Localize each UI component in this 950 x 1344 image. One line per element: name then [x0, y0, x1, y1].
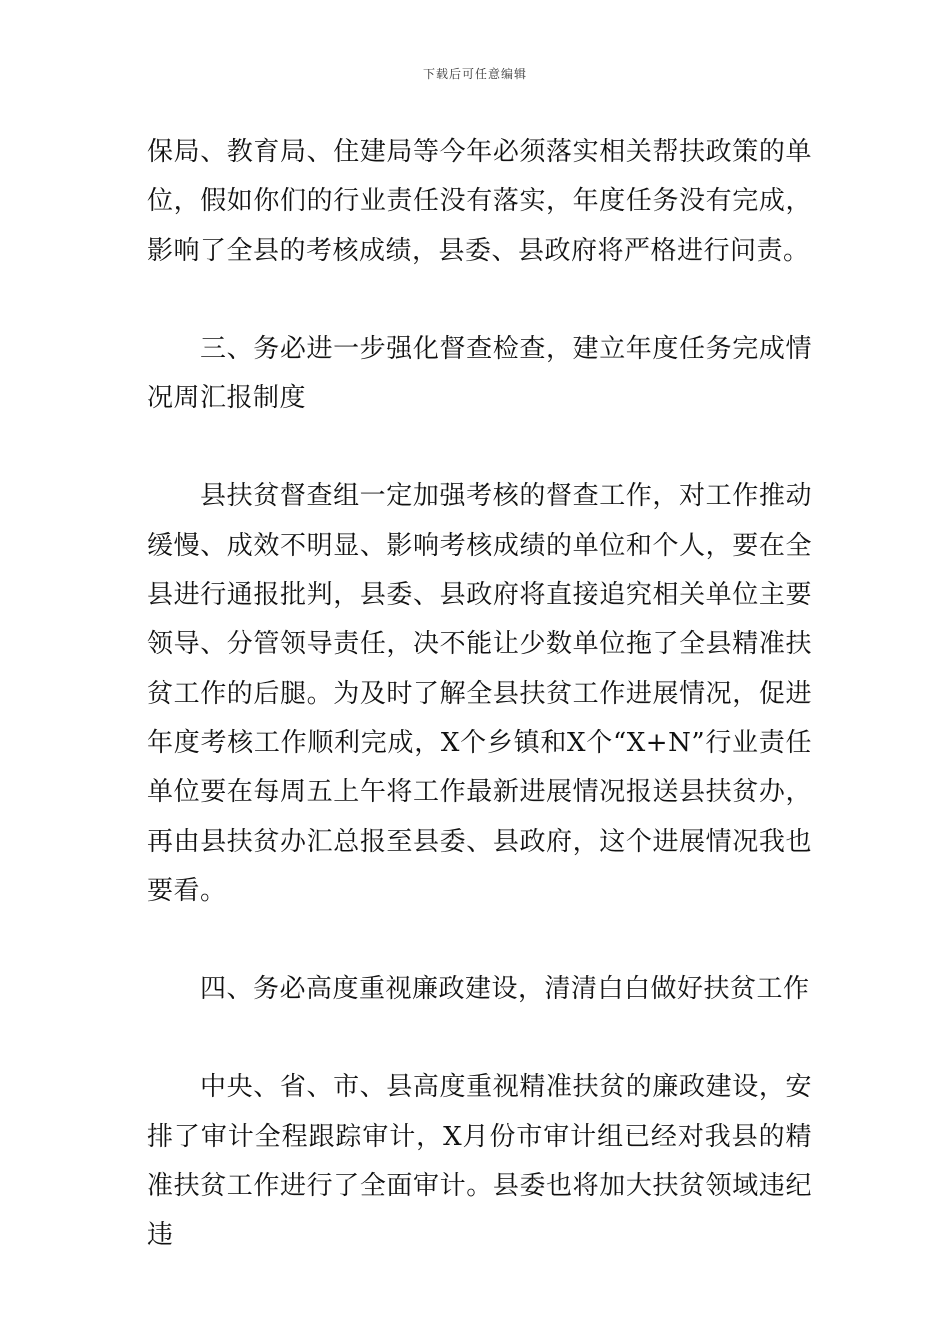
page-header: 下载后可任意编辑 [422, 67, 527, 81]
paragraph-gap [147, 423, 812, 472]
section-heading-three: 三、务必进一步强化督查检查，建立年度任务完成情况周汇报制度 [147, 333, 812, 414]
section-heading-four: 四、务必高度重视廉政建设，清清白白做好扶贫工作 [200, 974, 810, 1005]
document-body [147, 128, 812, 1261]
paragraph-supervision: 县扶贫督查组一定加强考核的督查工作，对工作推动缓慢、成效不明显、影响考核成绩的单位和个人，要在全县进行通报批判，县委、县政府将直接追究相关单位主要领导、分管领导责任，决不能让少数单位拖了全县精准扶贫工作的后腿。为及时了解全县扶贫工作进展情况，促进年度考核工作顺利完成，X个乡镇和X个“X+N”行业责任单位要在每周五上午将工作最新进展情况报送县扶贫办，再由县扶贫办汇总报至县委、县政府，这个进展情况我也要看。 [147, 481, 812, 906]
paragraph-gap [147, 1014, 812, 1063]
paragraph-gap [147, 276, 812, 325]
paragraph-gap [147, 916, 812, 965]
paragraph-continuation: 保局、教育局、住建局等今年必须落实相关帮扶政策的单位，假如你们的行业责任没有落实，年度任务没有完成，影响了全县的考核成绩，县委、县政府将严格进行问责。 [147, 137, 812, 266]
paragraph-integrity: 中央、省、市、县高度重视精准扶贫的廉政建设，安排了审计全程跟踪审计，X月份市审计组已经对我县的精准扶贫工作进行了全面审计。县委也将加大扶贫领域违纪违 [147, 1072, 812, 1251]
